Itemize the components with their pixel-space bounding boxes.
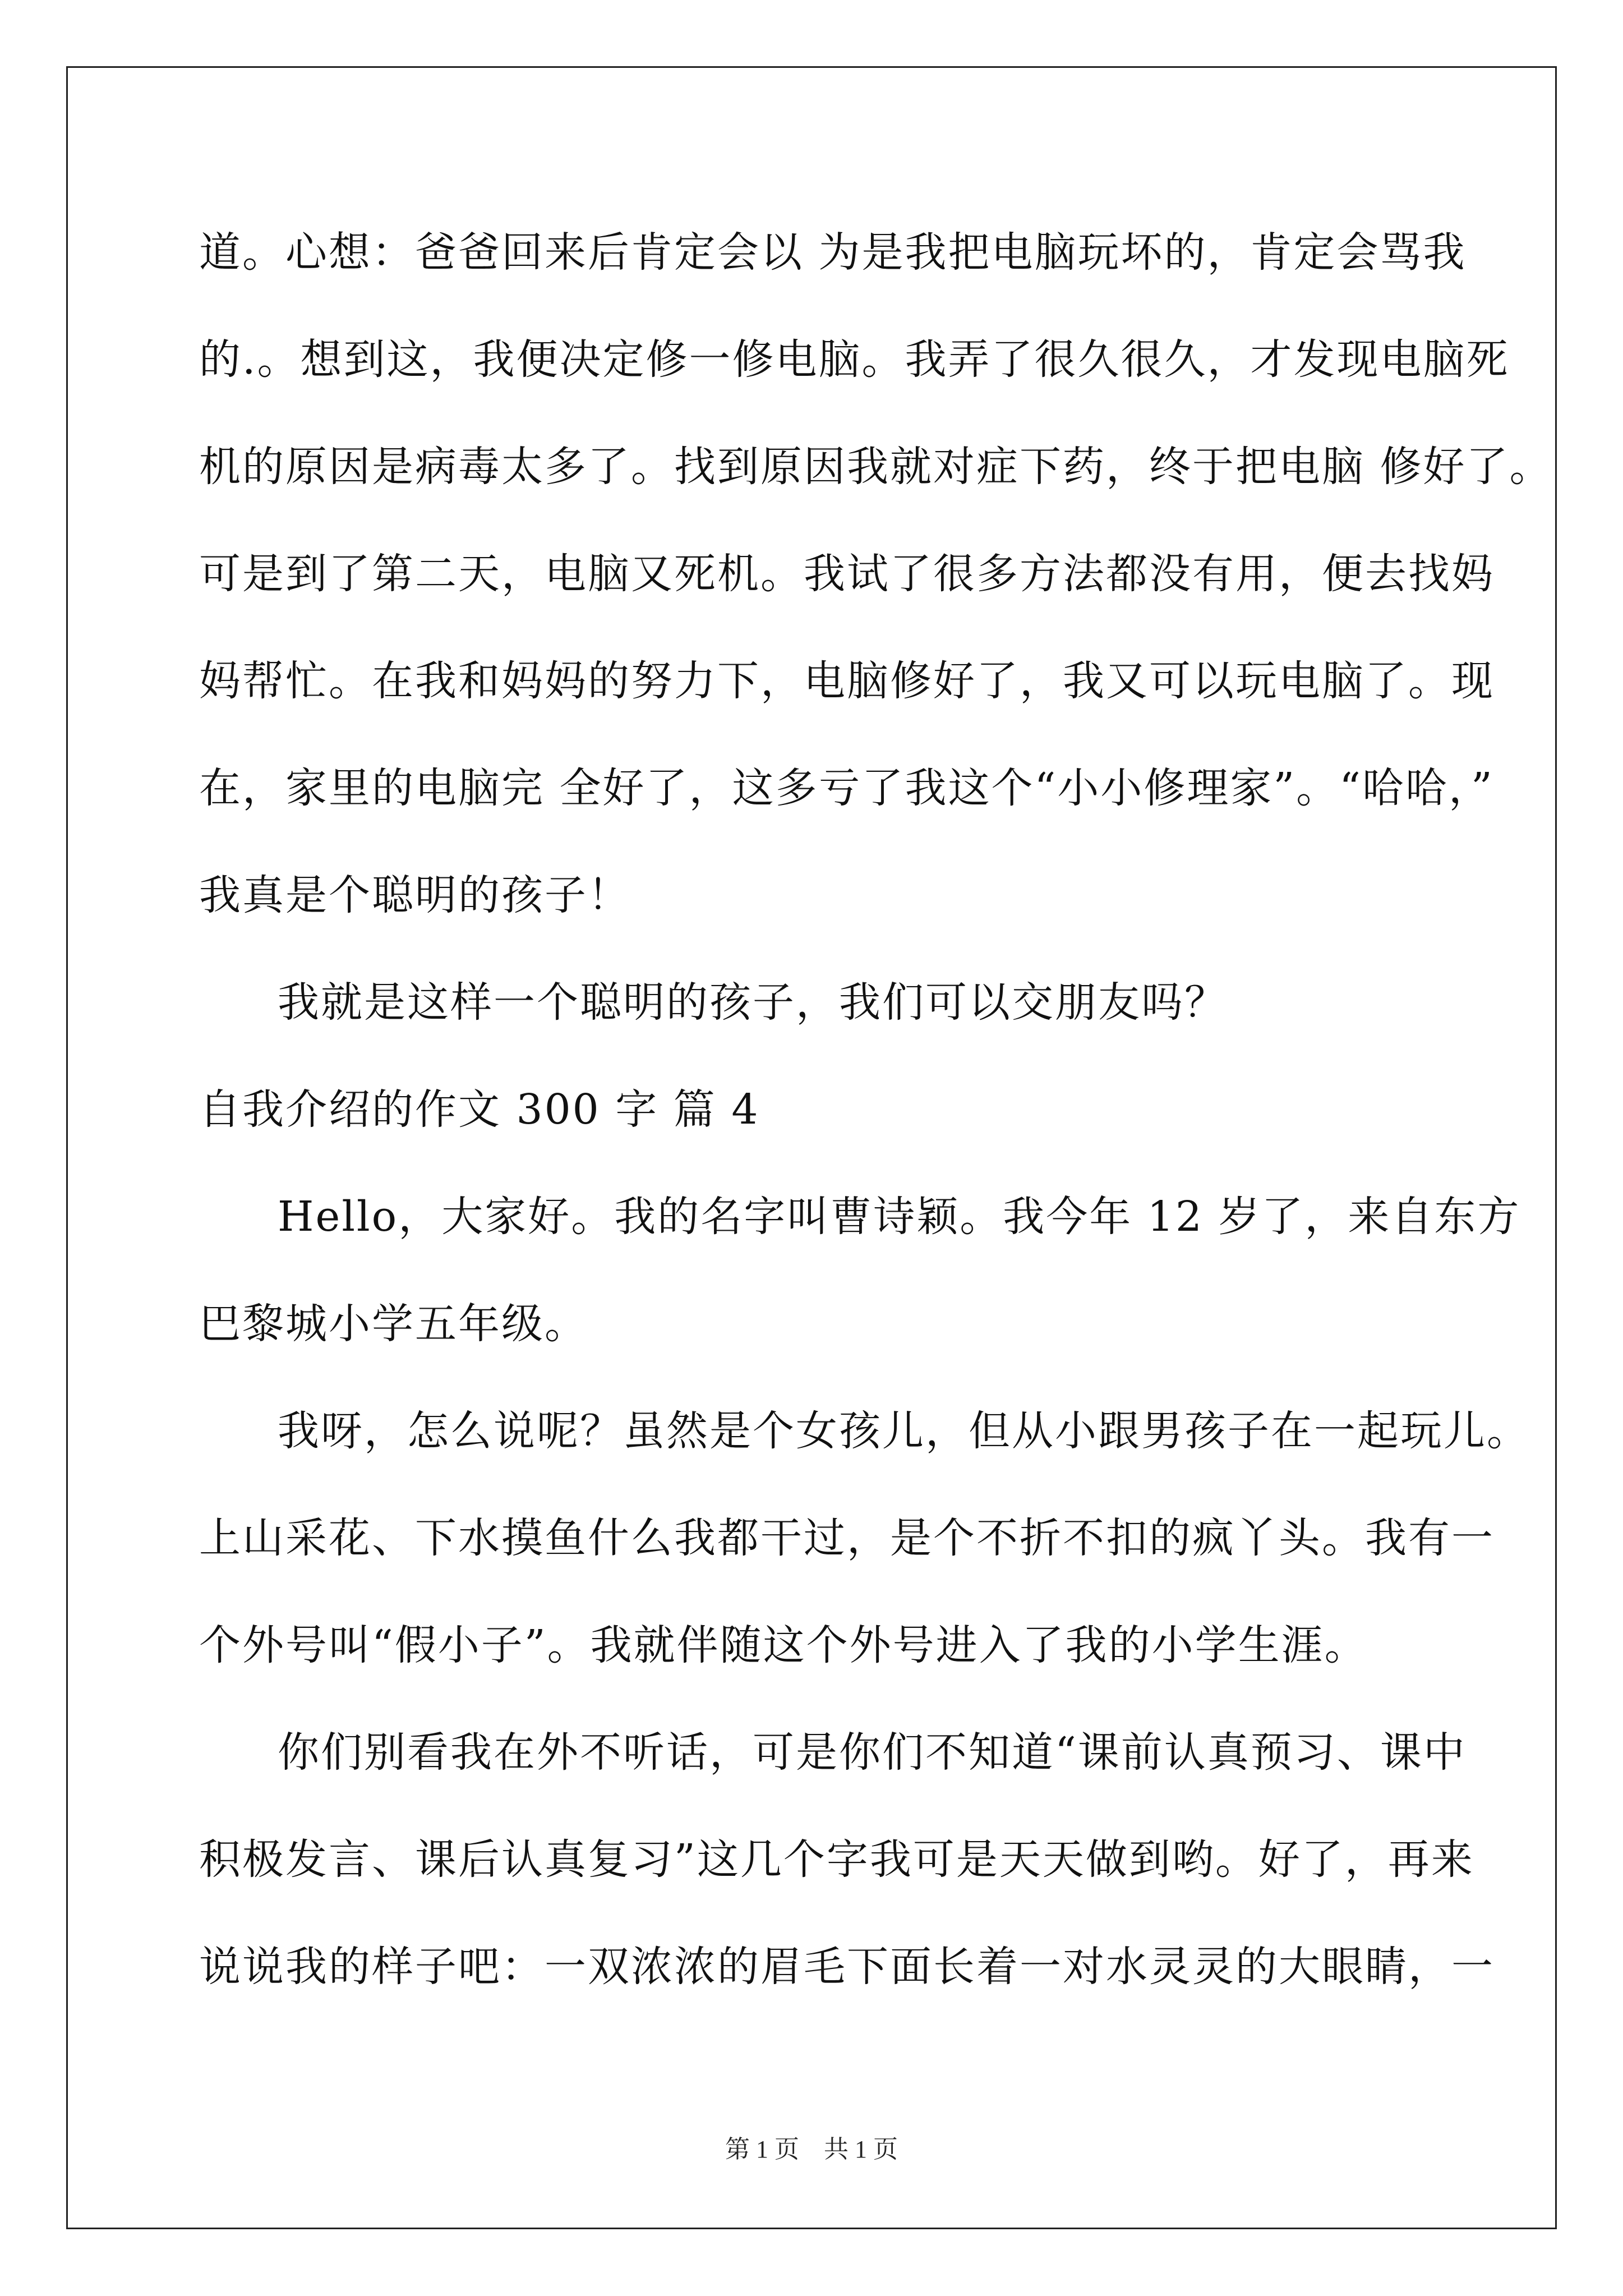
paragraph-line: 你们别看我在外不听话，可是你们不知道“课前认真预习、课中 — [278, 1728, 1467, 1777]
text-line: 可是到了第二天，电脑又死机。我试了很多方法都没有用，便去找妈 — [199, 550, 1495, 598]
text-line: 妈帮忙。在我和妈妈的努力下，电脑修好了，我又可以玩电脑了。现 — [199, 657, 1495, 705]
text-line: 说说我的样子吧：一双浓浓的眉毛下面长着一对水灵灵的大眼睛，一 — [199, 1943, 1495, 1991]
text-line: 积极发言、课后认真复习”这几个字我可是天天做到哟。好了，再来 — [199, 1835, 1474, 1884]
text-line: 巴黎城小学五年级。 — [199, 1300, 588, 1348]
text-line: 上山采花、下水摸鱼什么我都干过，是个不折不扣的疯丫头。我有一 — [199, 1514, 1495, 1562]
text-line: 我真是个聪明的孩子！ — [199, 871, 631, 919]
page-number-footer: 第 1 页 共 1 页 — [725, 2136, 898, 2163]
text-line: 机的原因是病毒太多了。找到原因我就对症下药，终于把电脑 修好了。 — [199, 443, 1553, 491]
page-border — [66, 66, 1557, 2229]
paragraph-line: 我呀，怎么说呢？虽然是个女孩儿，但从小跟男孩子在一起玩儿。 — [278, 1407, 1530, 1455]
section-heading: 自我介绍的作文 300 字 篇 4 — [199, 1085, 760, 1134]
paragraph-line: Hello，大家好。我的名字叫曹诗颖。我今年 12 岁了，来自东方 — [278, 1193, 1521, 1241]
paragraph-line: 我就是这样一个聪明的孩子，我们可以交朋友吗？ — [278, 978, 1228, 1027]
text-line: 在，家里的电脑完 全好了，这多亏了我这个“小小修理家”。“哈哈，” — [199, 764, 1494, 812]
text-line: 道。心想：爸爸回来后肯定会以 为是我把电脑玩坏的，肯定会骂我 — [199, 228, 1467, 277]
text-line: 的.。想到这，我便决定修一修电脑。我弄了很久很久，才发现电脑死 — [199, 335, 1510, 384]
text-line: 个外号叫“假小子”。我就伴随这个外号进入了我的小学生涯。 — [199, 1621, 1368, 1669]
